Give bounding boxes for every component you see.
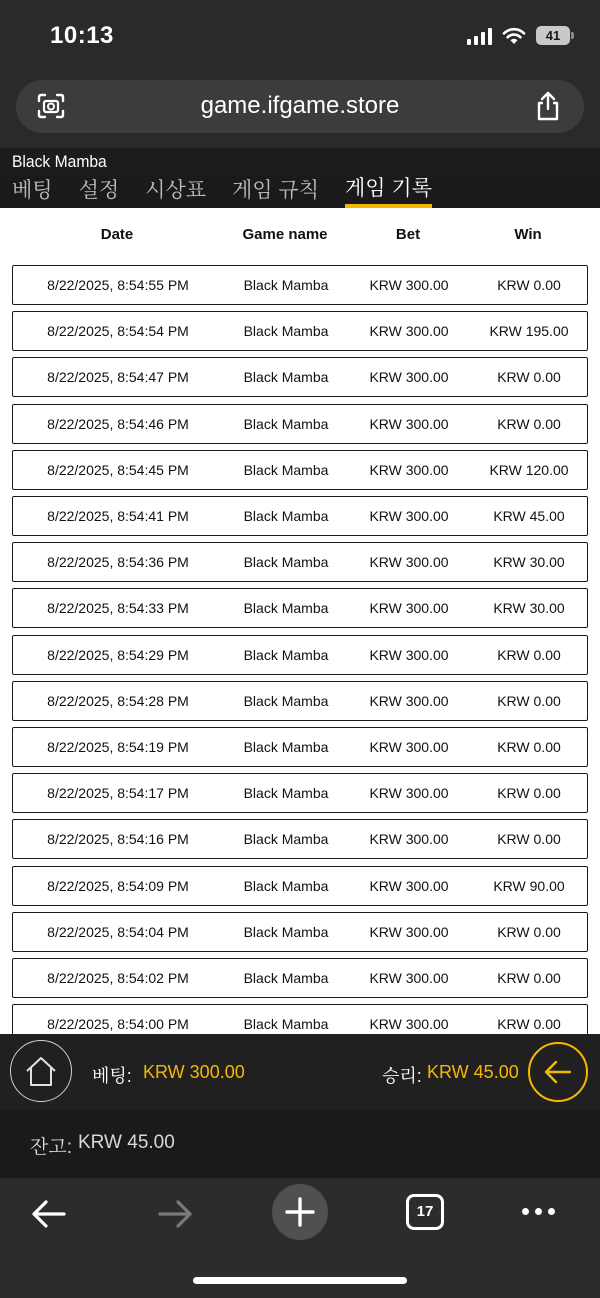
row-bet: KRW 300.00 [369, 831, 449, 848]
row-win: KRW 0.00 [497, 785, 561, 802]
tab-game-history[interactable]: 게임 기록 [345, 176, 432, 208]
tab-paytable[interactable]: 시상표 [145, 179, 207, 202]
browser-back-icon[interactable] [30, 1198, 68, 1230]
table-header [0, 226, 600, 250]
table-row [12, 681, 588, 721]
row-date: 8/22/2025, 8:54:29 PM [47, 646, 189, 663]
column-header-date: Date [100, 226, 134, 243]
row-bet: KRW 300.00 [369, 369, 449, 386]
row-bet: KRW 300.00 [369, 739, 449, 755]
row-game-name: Black Mamba [243, 554, 329, 571]
row-win: KRW 0.00 [497, 739, 561, 755]
row-bet: KRW 300.00 [369, 785, 449, 802]
game-title: Black Mamba [12, 152, 107, 171]
row-date: 8/22/2025, 8:54:45 PM [47, 461, 189, 478]
row-bet: KRW 300.00 [369, 554, 449, 571]
row-date: 8/22/2025, 8:54:54 PM [47, 323, 189, 340]
row-win: KRW 0.00 [497, 415, 561, 432]
row-win: KRW 0.00 [497, 692, 561, 709]
row-game-name: Black Mamba [243, 1016, 329, 1033]
bet-label: 베팅: [92, 1066, 132, 1086]
row-win: KRW 90.00 [493, 877, 565, 894]
row-bet: KRW 300.00 [369, 1016, 449, 1033]
row-win: KRW 45.00 [493, 508, 565, 524]
row-win: KRW 0.00 [497, 970, 561, 986]
balance-value: KRW 45.00 [78, 1132, 175, 1153]
wifi-icon [502, 27, 526, 45]
row-bet: KRW 300.00 [369, 277, 449, 293]
row-win: KRW 0.00 [497, 277, 561, 293]
status-icons [467, 26, 570, 45]
balance-label: 잔고: [30, 1137, 72, 1158]
row-date: 8/22/2025, 8:54:46 PM [47, 415, 189, 432]
win-label: 승리: [382, 1066, 422, 1086]
row-game-name: Black Mamba [243, 508, 329, 524]
tab-count-button[interactable]: 17 [406, 1194, 444, 1230]
url-text[interactable]: game.ifgame.store [200, 92, 400, 119]
table-row [12, 265, 588, 305]
row-bet: KRW 300.00 [369, 646, 449, 663]
row-bet: KRW 300.00 [369, 323, 449, 340]
row-game-name: Black Mamba [243, 831, 329, 848]
row-win: KRW 30.00 [493, 600, 565, 617]
bet-value: KRW 300.00 [143, 1062, 245, 1082]
table-row [12, 1004, 588, 1034]
table-row [12, 588, 588, 628]
row-win: KRW 0.00 [497, 923, 561, 940]
row-date: 8/22/2025, 8:54:28 PM [47, 692, 189, 709]
game-tabs [0, 176, 600, 208]
table-row [12, 496, 588, 536]
plus-icon [272, 1184, 328, 1240]
row-date: 8/22/2025, 8:54:41 PM [47, 508, 189, 524]
row-date: 8/22/2025, 8:54:16 PM [47, 831, 189, 848]
table-row [12, 727, 588, 767]
browser-forward-icon[interactable] [156, 1198, 194, 1230]
row-date: 8/22/2025, 8:54:00 PM [47, 1016, 189, 1033]
share-icon[interactable] [534, 90, 562, 122]
status-time: 10:13 [50, 22, 114, 49]
battery-icon: 41 [536, 26, 570, 45]
row-game-name: Black Mamba [243, 461, 329, 478]
row-win: KRW 120.00 [489, 461, 569, 478]
row-bet: KRW 300.00 [369, 461, 449, 478]
column-header-game-name: Game name [242, 226, 328, 243]
tab-betting[interactable]: 베팅 [12, 179, 53, 202]
table-row [12, 542, 588, 582]
tab-settings[interactable]: 설정 [78, 179, 120, 202]
home-indicator [193, 1277, 407, 1284]
row-date: 8/22/2025, 8:54:47 PM [47, 369, 189, 386]
win-value: KRW 45.00 [427, 1062, 519, 1082]
row-game-name: Black Mamba [243, 277, 329, 293]
cellular-signal-icon [467, 27, 492, 45]
row-game-name: Black Mamba [243, 415, 329, 432]
row-game-name: Black Mamba [243, 739, 329, 755]
row-bet: KRW 300.00 [369, 508, 449, 524]
row-date: 8/22/2025, 8:54:02 PM [47, 970, 189, 986]
status-bar [0, 0, 600, 74]
row-game-name: Black Mamba [243, 369, 329, 386]
row-game-name: Black Mamba [243, 646, 329, 663]
row-game-name: Black Mamba [243, 923, 329, 940]
table-row [12, 635, 588, 675]
row-game-name: Black Mamba [243, 970, 329, 986]
row-game-name: Black Mamba [243, 785, 329, 802]
row-date: 8/22/2025, 8:54:33 PM [47, 600, 189, 617]
row-win: KRW 0.00 [497, 831, 561, 848]
table-row [12, 311, 588, 351]
table-row [12, 450, 588, 490]
row-bet: KRW 300.00 [369, 692, 449, 709]
column-header-bet: Bet [395, 226, 421, 243]
row-bet: KRW 300.00 [369, 877, 449, 894]
more-options-icon[interactable] [522, 1208, 555, 1215]
row-win: KRW 0.00 [497, 369, 561, 386]
table-row [12, 773, 588, 813]
row-date: 8/22/2025, 8:54:04 PM [47, 923, 189, 940]
row-game-name: Black Mamba [243, 323, 329, 340]
row-bet: KRW 300.00 [369, 600, 449, 617]
row-date: 8/22/2025, 8:54:17 PM [47, 785, 189, 802]
address-bar[interactable] [16, 80, 584, 133]
row-game-name: Black Mamba [243, 877, 329, 894]
row-win: KRW 0.00 [497, 1016, 561, 1033]
game-history-table[interactable] [0, 208, 600, 1034]
balance-bar [0, 1110, 600, 1178]
row-game-name: Black Mamba [243, 692, 329, 709]
table-row [12, 866, 588, 906]
column-header-win: Win [514, 226, 542, 243]
back-button[interactable] [528, 1042, 588, 1102]
row-bet: KRW 300.00 [369, 923, 449, 940]
row-date: 8/22/2025, 8:54:55 PM [47, 277, 189, 293]
bet-bar [0, 1034, 600, 1110]
row-date: 8/22/2025, 8:54:36 PM [47, 554, 189, 571]
tab-game-rules[interactable]: 게임 규칙 [232, 179, 319, 202]
row-win: KRW 0.00 [497, 646, 561, 663]
row-date: 8/22/2025, 8:54:19 PM [47, 739, 189, 755]
home-button[interactable] [10, 1040, 72, 1102]
arrow-left-icon [530, 1044, 586, 1100]
row-date: 8/22/2025, 8:54:09 PM [47, 877, 189, 894]
row-bet: KRW 300.00 [369, 970, 449, 986]
table-row [12, 958, 588, 998]
row-bet: KRW 300.00 [369, 415, 449, 432]
row-game-name: Black Mamba [243, 600, 329, 617]
table-row [12, 357, 588, 397]
home-icon [11, 1041, 71, 1101]
row-win: KRW 30.00 [493, 554, 565, 571]
new-tab-button[interactable] [272, 1184, 328, 1240]
table-row [12, 912, 588, 952]
table-row [12, 819, 588, 859]
table-row [12, 404, 588, 444]
row-win: KRW 195.00 [489, 323, 569, 340]
